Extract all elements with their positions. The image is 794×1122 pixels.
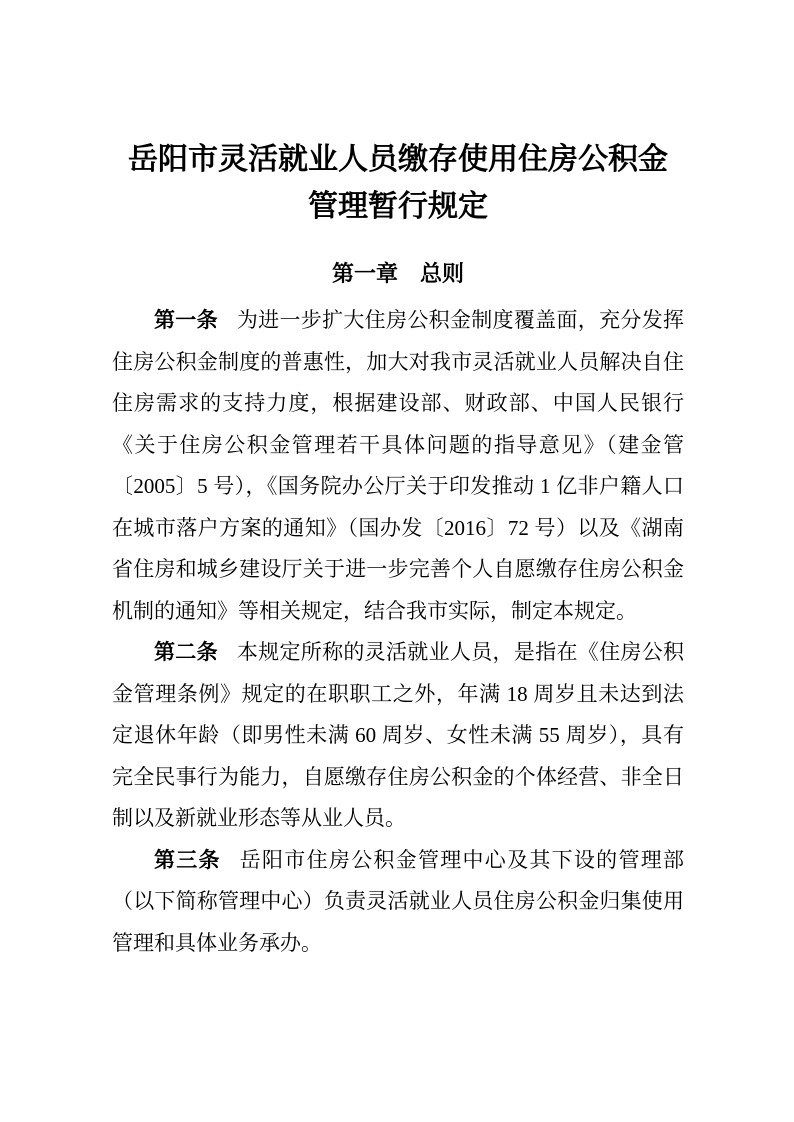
article-3-label: 第三条 [154,847,221,872]
article-3-text: 岳阳市住房公积金管理中心及其下设的管理部（以下简称管理中心）负责灵活就业人员住房公积金归集使用管理和具体业务承办。 [112,847,685,955]
article-1-label: 第一条 [154,308,218,332]
chapter-heading: 第一章 总则 [331,261,464,286]
document-title-line1: 岳阳市灵活就业人员缴存使用住房公积金 [128,143,668,176]
article-3 [112,840,684,965]
document-title-line2: 管理暂行规定 [308,190,488,223]
article-2-label: 第二条 [154,640,218,664]
article-2 [112,632,684,840]
document-title [112,0,684,230]
article-2-text: 本规定所称的灵活就业人员，是指在《住房公积金管理条例》规定的在职职工之外，年满 18 周岁且未达到法定退休年龄（即男性未满 60 周岁、女性未满 55 周岁），具有完全民事行为能力，自愿缴存住房公积金的个体经营、非全日制以及新就业形态等从业人员。 [112,640,685,830]
page-content [112,0,684,964]
article-1 [112,300,684,632]
document-body [112,300,684,964]
article-1-text: 为进一步扩大住房公积金制度覆盖面，充分发挥住房公积金制度的普惠性，加大对我市灵活就业人员解决自住住房需求的支持力度，根据建设部、财政部、中国人民银行《关于住房公积金管理若干具体问题的指导意见》（建金管〔2005〕5 号），《国务院办公厅关于印发推动 1 亿非户籍人口在城市落户方案的通知》（国办发〔2016〕72 号）以及《湖南省住房和城乡建设厅关于进一步完善个人自愿缴存住房公积金机制的通知》等相关规定，结合我市实际，制定本规定。 [112,308,685,623]
